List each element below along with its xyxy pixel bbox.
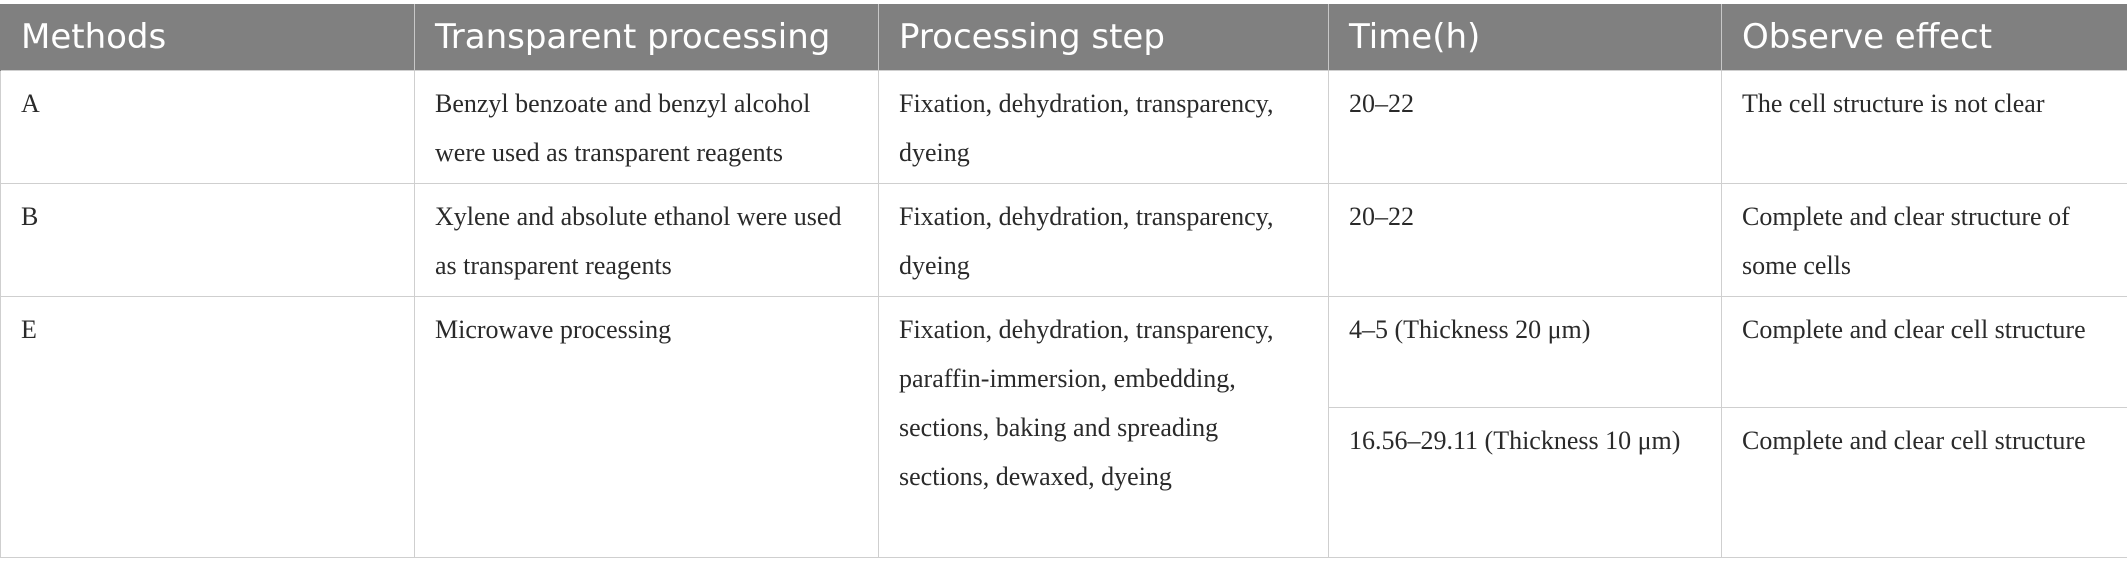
cell-observe-effect: The cell structure is not clear bbox=[1722, 70, 2127, 183]
cell-observe-effect: Complete and clear structure of some cells bbox=[1722, 183, 2127, 296]
cell-transparent-processing: Benzyl benzoate and benzyl alcohol were used as transparent reagents bbox=[415, 70, 879, 183]
cell-transparent-processing: Xylene and absolute ethanol were used as transparent reagents bbox=[415, 183, 879, 296]
table-row bbox=[1, 296, 2127, 407]
header-processing-step: Processing step bbox=[879, 4, 1329, 70]
header-row bbox=[1, 4, 2127, 70]
cell-method: A bbox=[1, 70, 415, 183]
cell-processing-step: Fixation, dehydration, transparency, dyeing bbox=[879, 70, 1329, 183]
cell-processing-step: Fixation, dehydration, transparency, dyeing bbox=[879, 183, 1329, 296]
table-body bbox=[1, 70, 2127, 557]
cell-processing-step: Fixation, dehydration, transparency, paraffin-immersion, embedding, sections, baking and spreading sections, dewaxed, dyeing bbox=[879, 296, 1329, 557]
cell-time: 4–5 (Thickness 20 μm) bbox=[1329, 296, 1722, 407]
cell-time: 16.56–29.11 (Thickness 10 μm) bbox=[1329, 407, 1722, 557]
header-methods: Methods bbox=[1, 4, 415, 70]
table-row bbox=[1, 70, 2127, 183]
methods-comparison-table bbox=[0, 4, 2127, 558]
header-observe-effect: Observe effect bbox=[1722, 4, 2127, 70]
cell-time: 20–22 bbox=[1329, 70, 1722, 183]
cell-time: 20–22 bbox=[1329, 183, 1722, 296]
cell-observe-effect: Complete and clear cell structure bbox=[1722, 296, 2127, 407]
header-time: Time(h) bbox=[1329, 4, 1722, 70]
cell-observe-effect: Complete and clear cell structure bbox=[1722, 407, 2127, 557]
cell-transparent-processing: Microwave processing bbox=[415, 296, 879, 557]
cell-method: E bbox=[1, 296, 415, 557]
table-row bbox=[1, 183, 2127, 296]
table-header bbox=[1, 4, 2127, 70]
cell-method: B bbox=[1, 183, 415, 296]
header-transparent-processing: Transparent processing bbox=[415, 4, 879, 70]
